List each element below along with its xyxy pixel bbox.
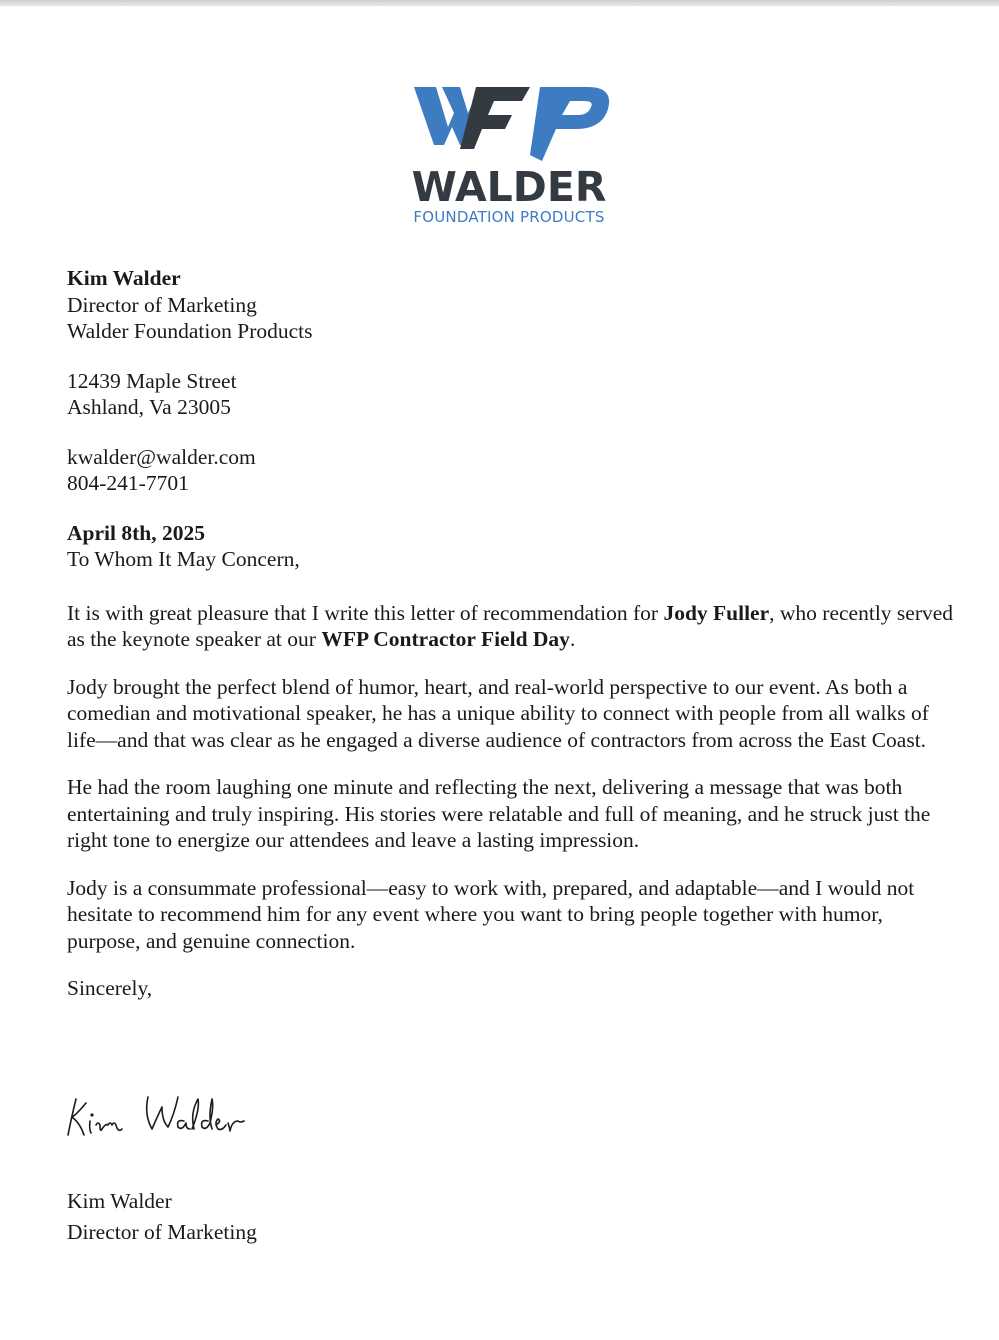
paragraph-2: Jody brought the perfect blend of humor, heart, and real-world perspective to our event. As both a comedian and motivational speaker, he has a unique ability to connect with people from all walks of life—and that was clear as he engaged a diverse audience of contractors from across the East Coast. xyxy=(67,674,929,752)
sender-title: Director of Marketing xyxy=(67,292,257,317)
paragraph-1 xyxy=(67,600,957,653)
paragraph-4: Jody is a consummate professional—easy to work with, prepared, and adaptable—and I would not hesitate to recommend him for any event where you want to bring people together with humor, purpose, and genuine connection. xyxy=(67,875,915,953)
page-top-edge xyxy=(0,0,999,6)
paragraph-1-text-e: . xyxy=(569,627,576,651)
handwritten-signature xyxy=(62,1085,262,1145)
sender-block xyxy=(67,265,957,345)
paragraph-3: He had the room laughing one minute and reflecting the next, delivering a message that was both entertaining and truly inspiring. His stories were relatable and full of meaning, and he struck just the right tone to energize our attendees and leave a lasting impression. xyxy=(67,775,931,852)
sender-city: Ashland, Va 23005 xyxy=(67,395,231,419)
sender-email: kwalder@walder.com xyxy=(67,444,256,469)
signoff-block xyxy=(67,1186,257,1248)
address-block xyxy=(67,368,957,421)
closing: Sincerely, xyxy=(67,976,153,1000)
logo-name: WALDER xyxy=(411,163,607,211)
event-name: WFP Contractor Field Day xyxy=(321,627,570,651)
contact-block xyxy=(67,444,957,497)
wfp-monogram-icon xyxy=(390,75,628,165)
logo-tagline: FOUNDATION PRODUCTS xyxy=(413,208,605,226)
letter-date xyxy=(67,520,957,547)
paragraph-1-text-c: , who recently served as the keynote speaker at our xyxy=(67,600,954,651)
paragraph-1-text-a: It is with great pleasure that I write this letter of recommendation for xyxy=(67,600,664,625)
candidate-name: Jody Fuller xyxy=(663,600,770,625)
letter-date-text: April 8th, 2025 xyxy=(67,520,205,545)
sender-name: Kim Walder xyxy=(67,266,181,290)
sender-phone: 804-241-7701 xyxy=(67,471,189,495)
letter-body xyxy=(67,265,957,1002)
company-logo xyxy=(390,75,628,235)
sender-company: Walder Foundation Products xyxy=(67,319,313,343)
signoff-title: Director of Marketing xyxy=(67,1220,257,1244)
signoff-name: Kim Walder xyxy=(67,1189,172,1213)
sender-street: 12439 Maple Street xyxy=(67,368,237,393)
salutation: To Whom It May Concern, xyxy=(67,547,300,571)
